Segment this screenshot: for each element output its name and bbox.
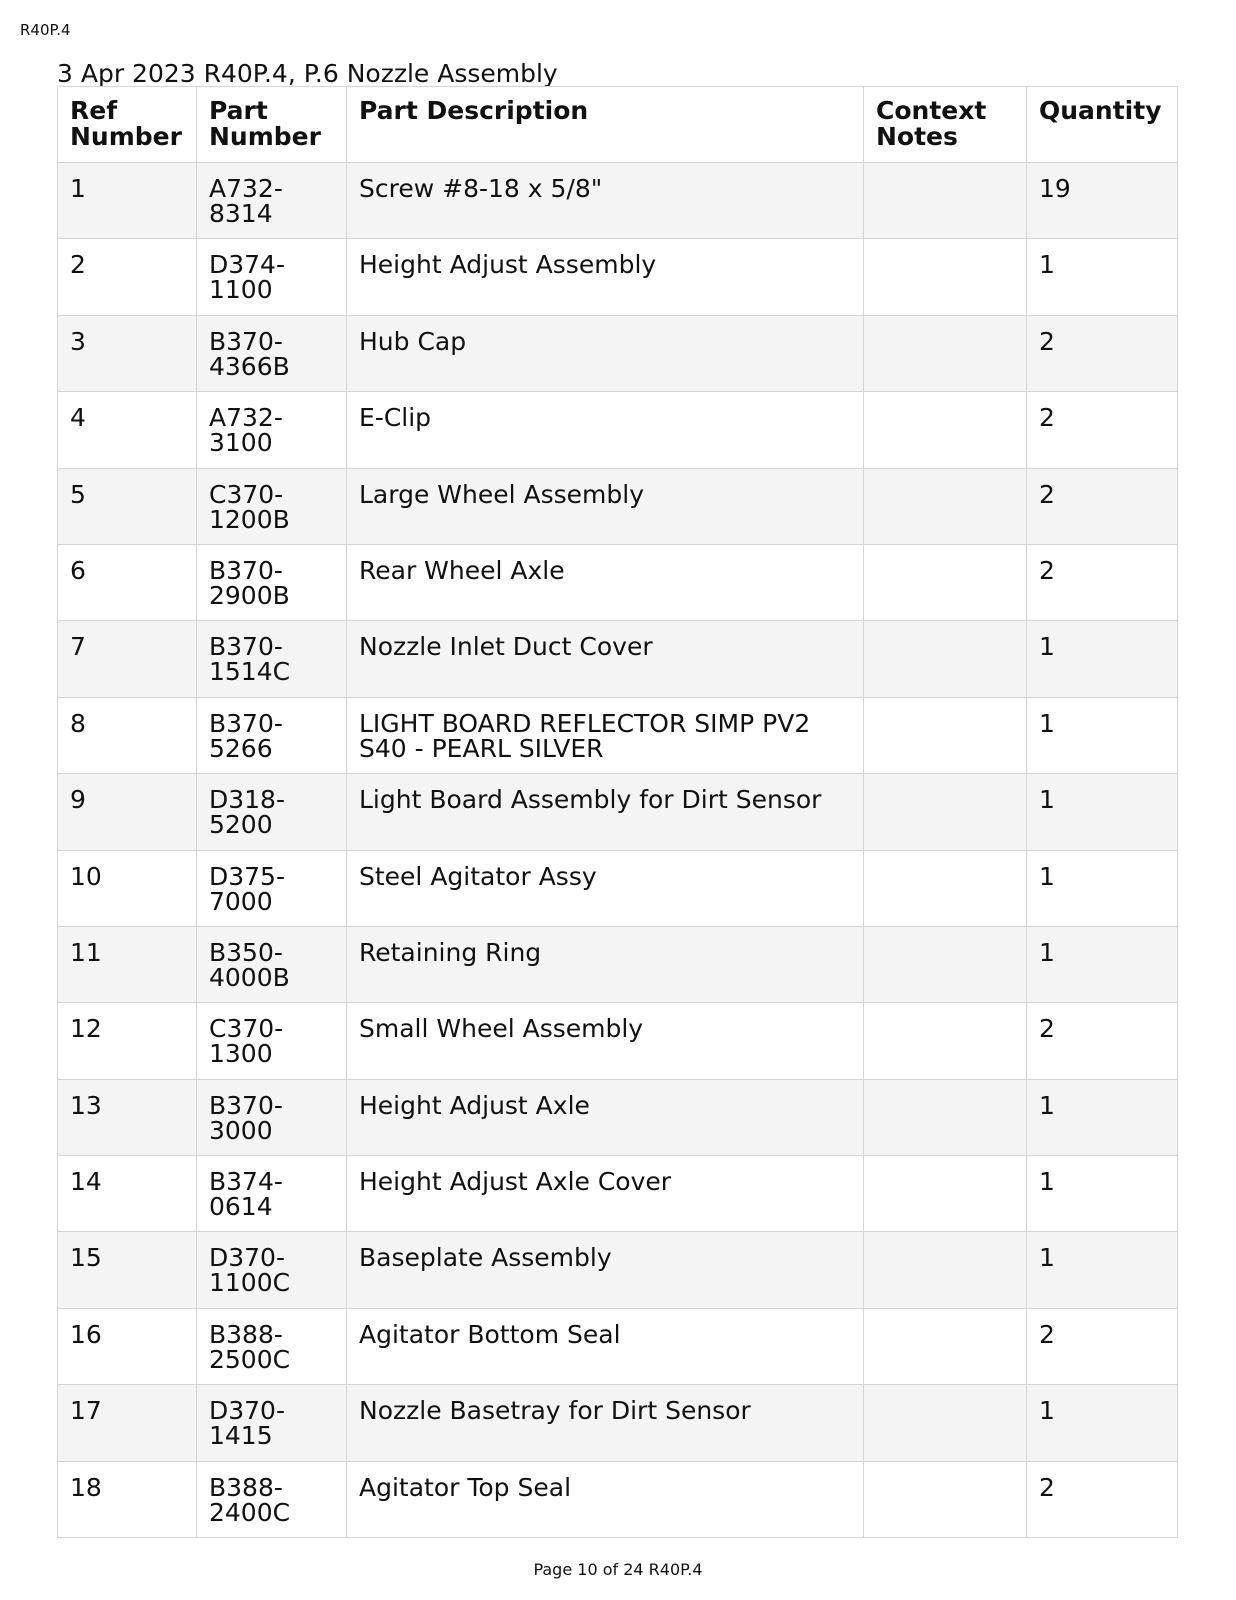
cell-description (347, 1232, 864, 1308)
cell-part-number (197, 774, 347, 850)
cell-part-number (197, 697, 347, 773)
cell-notes (864, 697, 1027, 773)
table-row (58, 774, 1178, 850)
cell-ref: 4 (58, 392, 197, 468)
cell-quantity: 19 (1027, 163, 1178, 239)
cell-notes (864, 1156, 1027, 1232)
description-line1: E-Clip (359, 403, 432, 433)
part-number-line1: A732- (209, 174, 283, 203)
cell-description (347, 1308, 864, 1384)
part-number-line2: 2400C (209, 1497, 291, 1527)
cell-quantity: 1 (1027, 621, 1178, 697)
description-line1: Nozzle Inlet Duct Cover (359, 632, 653, 662)
table-row (58, 163, 1178, 239)
table-row (58, 544, 1178, 620)
cell-notes (864, 468, 1027, 544)
part-number-line2: 1514C (209, 657, 291, 687)
cell-part-number (197, 315, 347, 391)
table-row (58, 468, 1178, 544)
description-line1: Small Wheel Assembly (359, 1014, 644, 1044)
description-line1: Screw #8-18 x 5/8" (359, 174, 603, 203)
description-line1: Height Adjust Axle Cover (359, 1167, 672, 1197)
cell-notes (864, 1461, 1027, 1537)
header-ref-line1: Ref (70, 96, 118, 125)
cell-ref: 16 (58, 1308, 197, 1384)
cell-quantity: 1 (1027, 697, 1178, 773)
cell-description (347, 1461, 864, 1537)
cell-ref: 1 (58, 163, 197, 239)
cell-part-number (197, 468, 347, 544)
cell-ref: 5 (58, 468, 197, 544)
cell-description (347, 1079, 864, 1155)
cell-part-number (197, 621, 347, 697)
cell-quantity: 1 (1027, 1385, 1178, 1461)
cell-ref: 18 (58, 1461, 197, 1537)
part-number-line2: 3100 (209, 428, 273, 458)
description-line1: LIGHT BOARD REFLECTOR SIMP PV2 (359, 708, 811, 738)
cell-part-number (197, 1003, 347, 1079)
cell-notes (864, 315, 1027, 391)
description-line1: Agitator Top Seal (359, 1472, 572, 1502)
cell-quantity: 1 (1027, 1079, 1178, 1155)
cell-description (347, 392, 864, 468)
part-number-line1: B370- (209, 708, 283, 738)
cell-quantity: 2 (1027, 1461, 1178, 1537)
header-ref-line2: Number (70, 122, 182, 151)
description-line1: Baseplate Assembly (359, 1243, 612, 1273)
cell-notes (864, 850, 1027, 926)
header-part-line2: Number (209, 122, 321, 151)
cell-ref: 6 (58, 544, 197, 620)
cell-description (347, 468, 864, 544)
description-line1: Rear Wheel Axle (359, 555, 565, 585)
cell-ref: 8 (58, 697, 197, 773)
part-number-line1: D375- (209, 861, 285, 891)
table-row (58, 1385, 1178, 1461)
cell-description (347, 544, 864, 620)
cell-description (347, 1156, 864, 1232)
cell-part-number (197, 1461, 347, 1537)
table-row (58, 621, 1178, 697)
cell-part-number (197, 163, 347, 239)
description-line1: Agitator Bottom Seal (359, 1319, 621, 1349)
cell-ref: 10 (58, 850, 197, 926)
header-document-code: R40P.4 (20, 21, 71, 39)
description-line1: Large Wheel Assembly (359, 479, 644, 509)
cell-quantity: 2 (1027, 1308, 1178, 1384)
header-description-label: Part Description (359, 96, 589, 125)
part-number-line1: D318- (209, 785, 285, 815)
header-part-number (197, 87, 347, 163)
cell-notes (864, 163, 1027, 239)
cell-description (347, 621, 864, 697)
cell-notes (864, 1003, 1027, 1079)
cell-ref: 12 (58, 1003, 197, 1079)
parts-table (57, 86, 1178, 1538)
table-row (58, 697, 1178, 773)
cell-quantity: 2 (1027, 1003, 1178, 1079)
cell-part-number (197, 544, 347, 620)
table-row (58, 926, 1178, 1002)
table-row (58, 1461, 1178, 1537)
description-line1: Retaining Ring (359, 937, 542, 967)
cell-part-number (197, 239, 347, 315)
cell-notes (864, 1308, 1027, 1384)
description-line1: Nozzle Basetray for Dirt Sensor (359, 1396, 751, 1426)
table-row (58, 1003, 1178, 1079)
header-notes-line2: Notes (876, 122, 958, 151)
cell-quantity: 1 (1027, 1232, 1178, 1308)
part-number-line1: C370- (209, 1014, 284, 1044)
header-context-notes (864, 87, 1027, 163)
cell-ref: 9 (58, 774, 197, 850)
part-number-line1: D370- (209, 1396, 285, 1426)
part-number-line2: 3000 (209, 1115, 273, 1145)
table-row (58, 850, 1178, 926)
table-row (58, 1156, 1178, 1232)
cell-notes (864, 1385, 1027, 1461)
cell-notes (864, 774, 1027, 850)
cell-part-number (197, 392, 347, 468)
cell-description (347, 163, 864, 239)
part-number-line1: B388- (209, 1472, 283, 1502)
cell-notes (864, 926, 1027, 1002)
part-number-line1: B370- (209, 555, 283, 585)
part-number-line1: B370- (209, 326, 283, 356)
cell-description (347, 774, 864, 850)
part-number-line2: 2900B (209, 580, 290, 610)
cell-description (347, 926, 864, 1002)
part-number-line1: B370- (209, 1090, 283, 1120)
cell-part-number (197, 1079, 347, 1155)
cell-notes (864, 1232, 1027, 1308)
cell-part-number (197, 1232, 347, 1308)
cell-ref: 13 (58, 1079, 197, 1155)
cell-notes (864, 544, 1027, 620)
table-row (58, 315, 1178, 391)
part-number-line2: 1100 (209, 275, 273, 305)
part-number-line1: B350- (209, 937, 283, 967)
cell-notes (864, 621, 1027, 697)
cell-description (347, 697, 864, 773)
cell-notes (864, 239, 1027, 315)
cell-ref: 2 (58, 239, 197, 315)
part-number-line1: A732- (209, 403, 283, 433)
cell-ref: 3 (58, 315, 197, 391)
cell-ref: 7 (58, 621, 197, 697)
part-number-line2: 2500C (209, 1344, 291, 1374)
part-number-line2: 7000 (209, 886, 273, 916)
cell-ref: 17 (58, 1385, 197, 1461)
description-line2: S40 - PEARL SILVER (359, 733, 604, 763)
table-header-row (58, 87, 1178, 163)
header-ref-number (58, 87, 197, 163)
cell-quantity: 2 (1027, 392, 1178, 468)
cell-ref: 15 (58, 1232, 197, 1308)
cell-description (347, 1003, 864, 1079)
table-row (58, 1232, 1178, 1308)
cell-quantity: 2 (1027, 315, 1178, 391)
part-number-line2: 8314 (209, 199, 273, 228)
header-quantity-label: Quantity (1039, 96, 1162, 125)
part-number-line2: 5266 (209, 733, 273, 763)
cell-quantity: 2 (1027, 544, 1178, 620)
cell-description (347, 239, 864, 315)
part-number-line1: D370- (209, 1243, 285, 1273)
table-row (58, 239, 1178, 315)
table-row (58, 1308, 1178, 1384)
description-line1: Light Board Assembly for Dirt Sensor (359, 785, 822, 815)
cell-quantity: 2 (1027, 468, 1178, 544)
header-quantity (1027, 87, 1178, 163)
cell-quantity: 1 (1027, 774, 1178, 850)
part-number-line1: C370- (209, 479, 284, 509)
cell-quantity: 1 (1027, 1156, 1178, 1232)
cell-ref: 11 (58, 926, 197, 1002)
cell-part-number (197, 850, 347, 926)
cell-part-number (197, 1308, 347, 1384)
cell-part-number (197, 1156, 347, 1232)
description-line1: Hub Cap (359, 326, 467, 356)
cell-quantity: 1 (1027, 926, 1178, 1002)
cell-description (347, 1385, 864, 1461)
part-number-line1: B370- (209, 632, 283, 662)
part-number-line2: 4366B (209, 351, 290, 381)
header-notes-line1: Context (876, 96, 987, 125)
description-line1: Steel Agitator Assy (359, 861, 597, 891)
header-part-description (347, 87, 864, 163)
part-number-line2: 1100C (209, 1268, 291, 1298)
part-number-line2: 4000B (209, 962, 290, 992)
table-caption: 3 Apr 2023 R40P.4, P.6 Nozzle Assembly (57, 59, 558, 88)
part-number-line2: 1300 (209, 1039, 273, 1069)
cell-notes (864, 1079, 1027, 1155)
cell-notes (864, 392, 1027, 468)
page-footer: Page 10 of 24 R40P.4 (533, 1560, 703, 1579)
cell-description (347, 850, 864, 926)
part-number-line1: D374- (209, 250, 285, 280)
part-number-line2: 1415 (209, 1421, 273, 1451)
cell-part-number (197, 1385, 347, 1461)
description-line1: Height Adjust Assembly (359, 250, 657, 280)
part-number-line2: 0614 (209, 1192, 273, 1222)
table-row (58, 392, 1178, 468)
part-number-line2: 5200 (209, 810, 273, 840)
part-number-line1: B374- (209, 1167, 283, 1197)
cell-part-number (197, 926, 347, 1002)
table-row (58, 1079, 1178, 1155)
part-number-line1: B388- (209, 1319, 283, 1349)
cell-description (347, 315, 864, 391)
description-line1: Height Adjust Axle (359, 1090, 590, 1120)
header-part-line1: Part (209, 96, 268, 125)
cell-quantity: 1 (1027, 239, 1178, 315)
cell-quantity: 1 (1027, 850, 1178, 926)
part-number-line2: 1200B (209, 504, 290, 534)
cell-ref: 14 (58, 1156, 197, 1232)
